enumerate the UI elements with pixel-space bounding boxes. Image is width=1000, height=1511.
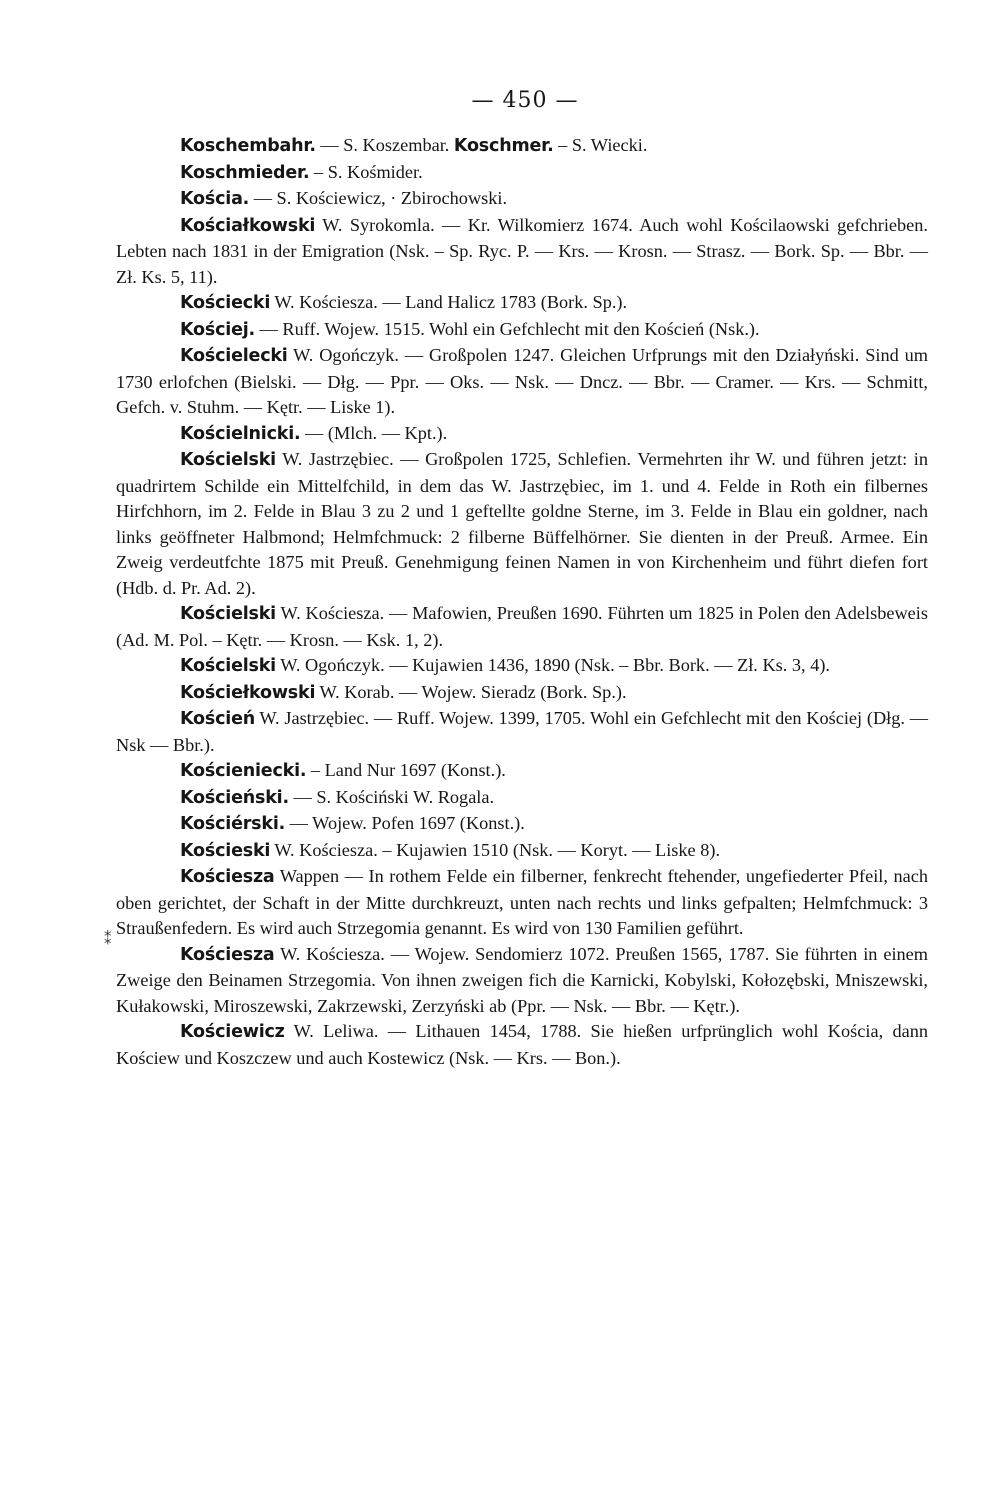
entry-text: – S. Kośmider. xyxy=(309,161,423,182)
entry-text: W. Kościesza. — Land Halicz 1783 (Bork. Sp.). xyxy=(270,292,628,312)
entry-text: — S. Koszembar. xyxy=(315,135,454,155)
entry-text: W. Jastrzębiec. — Großpolen 1725, Schlefien. Vermehrten ihr W. und führen jetzt: in quadrirtem Schilde ein Mittelfchild, in dem das W. Jastrzębiec, im 1. und 4. Felde in Roth ein filbernes Hirfchhorn, im 2. Felde in Blau 3 zu 2 und 1 geftellte goldne Sterne, im 3. Felde in Blau ein goldner, nach links geöffneter Halbmond; Helmfchmuck: 2 filberne Büffelhörner. Sie dienten in der Preuß. Armee. Ein Zweig verdeutfchte 1875 mit Preuß. Genehmigung feinen Namen in von Kirchenheim und führt diefen fort (Hdb. d. Pr. Ad. 2). xyxy=(116,449,928,598)
entry-headword: Kościelski xyxy=(180,604,276,624)
entry-text: W. Kościesza. – Kujawien 1510 (Nsk. — Koryt. — Liske 8). xyxy=(270,839,721,860)
entry-headword: Kościeski xyxy=(180,840,271,861)
entry-headword: Koścień xyxy=(180,709,255,729)
entry-paragraph xyxy=(116,838,928,865)
entry-paragraph xyxy=(116,133,928,160)
entry-paragraph xyxy=(116,653,928,680)
entry-headword: Kościesza xyxy=(180,944,275,965)
entry-headword: Kościeński. xyxy=(180,787,289,808)
entry-headword: Kościelski xyxy=(180,656,276,676)
entry-text: — S. Kościński W. Rogala. xyxy=(288,786,495,807)
entry-paragraph xyxy=(116,811,928,838)
entry-text: W. Kościesza. — Wojew. Sendomierz 1072. Preußen 1565, 1787. Sie führten in einem Zweige den Beinamen Strzegomia. Von ihnen zweigen fich die Karnicki, Kobylski, Kołozębski, Mniszewski, Kułakowski, Miroszewski, Zakrzewski, Zerzyński ab (Ppr. — Nsk. — Bbr. — Kętr.). xyxy=(116,943,928,1016)
entry-headword: Kościelski xyxy=(180,450,276,470)
entry-headword: Koschembahr. xyxy=(180,136,316,156)
marginal-mark: ⁑ xyxy=(104,932,112,948)
entry-headword: Kościesza xyxy=(180,867,275,887)
entry-paragraph xyxy=(116,864,928,942)
entry-paragraph xyxy=(116,601,928,653)
entry-text: – Land Nur 1697 (Konst.). xyxy=(306,760,506,780)
entry-paragraph xyxy=(116,186,928,213)
entry-paragraph xyxy=(116,785,928,812)
entry-headword: Koschmieder. xyxy=(180,162,310,183)
entry-text: — Ruff. Wojew. 1515. Wohl ein Gefchlecht mit den Koścień (Nsk.). xyxy=(254,318,760,339)
entry-headword: Kościeniecki. xyxy=(180,761,307,781)
entry-paragraph xyxy=(116,213,928,291)
entry-paragraph xyxy=(116,290,928,317)
entry-text: W. Ogończyk. — Großpolen 1247. Gleichen Urfprungs mit den Działyński. Sind um 1730 erlofchen (Bielski. — Dłg. — Ppr. — Oks. — Nsk. — Dncz. — Bbr. — Cramer. — Krs. — Schmitt, Gefch. v. Stuhm. — Kętr. — Liske 1). xyxy=(116,345,928,417)
entry-text: W. Leliwa. — Lithauen 1454, 1788. Sie hießen urfprünglich wohl Kościa, dann Kościew und Koszczew und auch Kostewicz (Nsk. — Krs. — Bon.). xyxy=(116,1021,928,1068)
page-number: — 450 — xyxy=(471,88,579,113)
entry-text: – S. Wiecki. xyxy=(553,135,648,155)
entry-text: Wappen — In rothem Felde ein filberner, fenkrecht ftehender, ungefiederter Pfeil, nach oben gerichtet, der Schaft in der Mitte durchkreuzt, unten nach rechts und links gefpalten; Helmfchmuck: 3 Straußenfedern. Es wird auch Strzegomia genannt. Es wird von 130 Familien geführt. xyxy=(116,866,928,938)
entry-text: — Wojew. Pofen 1697 (Konst.). xyxy=(285,813,525,833)
entry-text: W. Kościesza. — Mafowien, Preußen 1690. Führten um 1825 in Polen den Adelsbeweis (Ad. M. Pol. – Kętr. — Krosn. — Ksk. 1, 2). xyxy=(116,603,928,650)
entry-text: W. Ogończyk. — Kujawien 1436, 1890 (Nsk. – Bbr. Bork. — Zł. Ks. 3, 4). xyxy=(276,655,830,675)
entry-paragraph xyxy=(116,942,928,1020)
entry-paragraph xyxy=(116,317,928,344)
entry-paragraph xyxy=(116,758,928,785)
entry-paragraph xyxy=(116,706,928,758)
entry-headword: Kościelecki xyxy=(180,346,288,366)
entry-paragraph xyxy=(116,421,928,448)
entry-headword: Kościa. xyxy=(180,189,250,209)
entry-headword: Koschmer. xyxy=(453,136,554,156)
entry-text: W. Jastrzębiec. — Ruff. Wojew. 1399, 1705. Wohl ein Gefchlecht mit den Kościej (Dłg. — Nsk — Bbr.). xyxy=(116,708,928,755)
entry-headword: Kościełkowski xyxy=(180,682,316,703)
entry-paragraph xyxy=(116,1019,928,1071)
entry-text: W. Korab. — Wojew. Sieradz (Bork. Sp.). xyxy=(315,681,627,702)
entry-headword: Kościelnicki. xyxy=(180,423,301,444)
entries-column xyxy=(116,133,928,1071)
entry-paragraph xyxy=(116,343,928,421)
entry-headword: Kościewicz xyxy=(180,1022,285,1042)
entry-text: — (Mlch. — Kpt.). xyxy=(300,422,448,443)
entry-headword: Kościałkowski xyxy=(180,215,316,236)
entry-paragraph xyxy=(116,160,928,187)
entry-text: — S. Kościewicz, · Zbirochowski. xyxy=(249,188,508,208)
entry-paragraph xyxy=(116,447,928,601)
entry-paragraph xyxy=(116,680,928,707)
entry-headword: Kościérski. xyxy=(180,814,286,834)
entry-text: W. Syrokomla. — Kr. Wilkomierz 1674. Auch wohl Kościlaowski gefchrieben. Lebten nach 1831 in der Emigration (Nsk. – Sp. Ryc. P. — Krs. — Krosn. — Strasz. — Bork. Sp. — Bbr. — Zł. Ks. 5, 11). xyxy=(116,214,928,287)
entry-headword: Kościej. xyxy=(180,319,255,340)
entry-headword: Kościecki xyxy=(180,293,271,313)
